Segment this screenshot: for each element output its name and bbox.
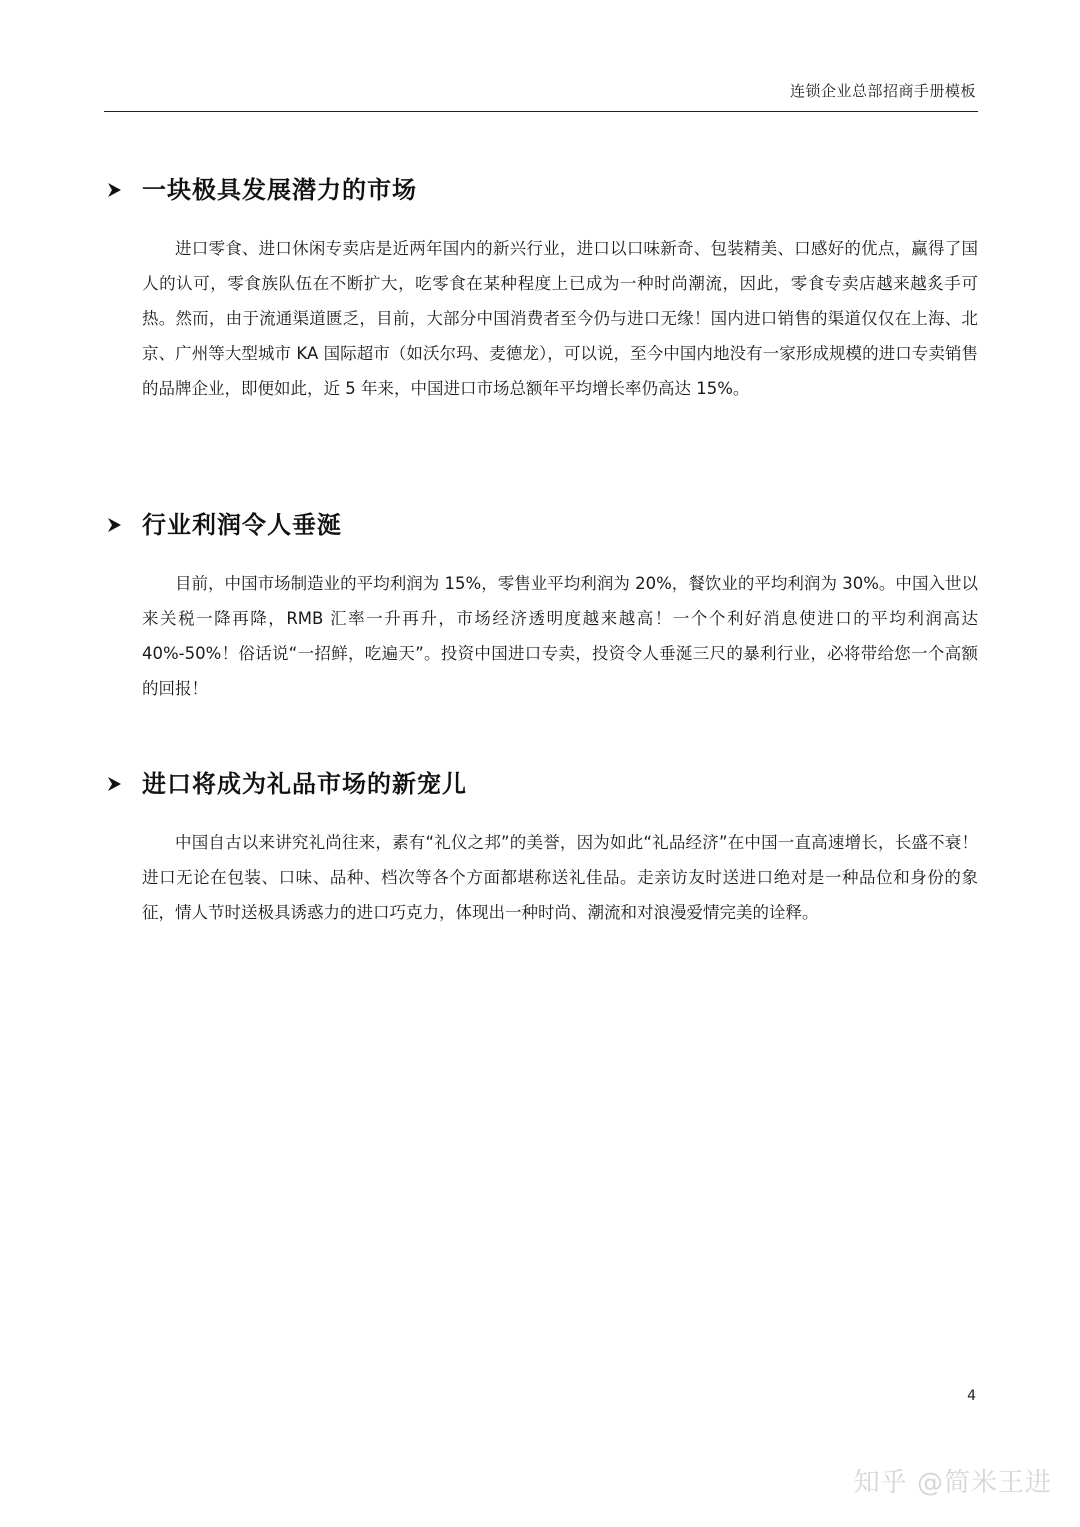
section-paragraph: 目前，中国市场制造业的平均利润为 15%，零售业平均利润为 20%，餐饮业的平均利润为 30%。中国入世以来关税一降再降，RMB 汇率一升再升，市场经济透明度越来越高！一个个利好消息使进口的平均利润高达 40%-50%！俗话说“一招鲜，吃遍天”。投资中国进口专卖，投资令人垂涎三尺的暴利行业，必将带给您一个高额的回报！: [142, 574, 978, 698]
section-title: 一块极具发展潜力的市场: [142, 176, 417, 204]
section-title: 进口将成为礼品市场的新宠儿: [142, 770, 467, 798]
arrowhead-bullet-icon: [104, 508, 124, 542]
arrowhead-bullet-icon: [104, 173, 124, 207]
arrowhead-bullet-icon: [104, 767, 124, 801]
section-gift-market: [104, 767, 978, 930]
watermark: 知乎 @简米王进: [853, 1468, 1052, 1498]
page-number: 4: [967, 1388, 976, 1404]
section-industry-profit: [104, 508, 978, 706]
section-heading: [104, 173, 978, 207]
section-title: 行业利润令人垂涎: [142, 511, 342, 539]
section-paragraph: 中国自古以来讲究礼尚往来，素有“礼仪之邦”的美誉，因为如此“礼品经济”在中国一直高速增长，长盛不衰！进口无论在包装、口味、品种、档次等各个方面都堪称送礼佳品。走亲访友时送进口绝对是一种品位和身份的象征，情人节时送极具诱惑力的进口巧克力，体现出一种时尚、潮流和对浪漫爱情完美的诠释。: [142, 833, 978, 922]
running-header: [104, 78, 978, 112]
section-heading: [104, 508, 978, 542]
header-title: 连锁企业总部招商手册模板: [789, 82, 976, 100]
section-market-potential: [104, 173, 978, 406]
section-paragraph: 进口零食、进口休闲专卖店是近两年国内的新兴行业，进口以口味新奇、包装精美、口感好的优点，赢得了国人的认可，零食族队伍在不断扩大，吃零食在某种程度上已成为一种时尚潮流，因此，零食专卖店越来越炙手可热。然而，由于流通渠道匮乏，目前，大部分中国消费者至今仍与进口无缘！国内进口销售的渠道仅仅在上海、北京、广州等大型城市 KA 国际超市（如沃尔玛、麦德龙），可以说，至今中国内地没有一家形成规模的进口专卖销售的品牌企业，即便如此，近 5 年来，中国进口市场总额年平均增长率仍高达 15%。: [142, 239, 978, 398]
section-heading: [104, 767, 978, 801]
